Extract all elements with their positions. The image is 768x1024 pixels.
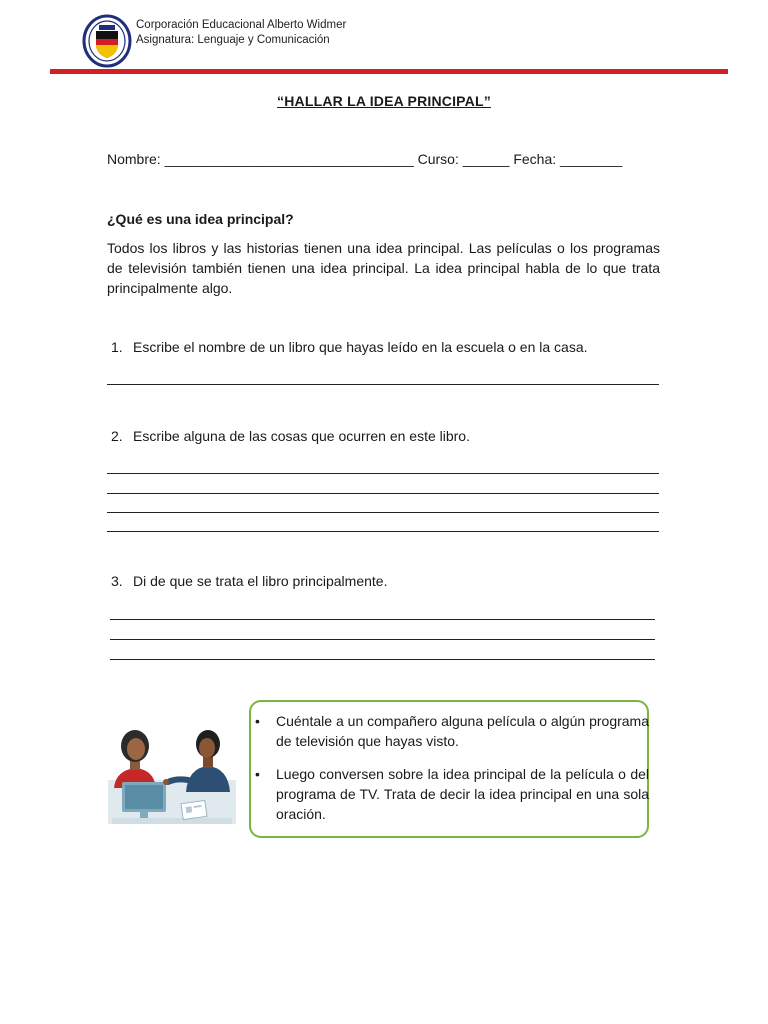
activity-instruction: Cuéntale a un compañero alguna película o algún programa de televisión que hayas visto.: [276, 713, 649, 749]
intro-paragraph: Todos los libros y las historias tienen una idea principal. Las películas o los programas de televisión también tienen una idea principal. La idea principal habla de lo que trata principalmente algo.: [107, 240, 660, 296]
answer-line[interactable]: [110, 619, 655, 620]
question-text: Escribe el nombre de un libro que hayas leído en la escuela o en la casa.: [133, 339, 588, 355]
activity-instruction: Luego conversen sobre la idea principal de la película o del programa de TV. Trata de decir la idea principal en una sola oración.: [276, 766, 649, 822]
question-2: [111, 428, 470, 444]
bullet-icon: •: [255, 713, 260, 729]
worksheet-title: “HALLAR LA IDEA PRINCIPAL”: [277, 93, 491, 109]
question-number: 1.: [111, 339, 123, 355]
answer-line[interactable]: [110, 659, 655, 660]
bullet-icon: •: [255, 766, 260, 782]
list-item: [255, 764, 649, 824]
conversation-illustration: [108, 722, 236, 826]
student-info-fields: Nombre: ________________________________ Curso: ______ Fecha: ________: [107, 151, 623, 167]
activity-list: [255, 711, 649, 837]
question-text: Escribe alguna de las cosas que ocurren en este libro.: [133, 428, 470, 444]
answer-line[interactable]: [107, 512, 659, 513]
question-3: [111, 573, 387, 589]
subject-name: Asignatura: Lenguaje y Comunicación: [136, 34, 330, 46]
header-divider: [50, 69, 728, 74]
list-item: [255, 711, 649, 751]
question-number: 2.: [111, 428, 123, 444]
school-logo: [82, 14, 132, 68]
header-text: [136, 18, 346, 48]
question-1: [111, 339, 588, 355]
question-number: 3.: [111, 573, 123, 589]
answer-line[interactable]: [110, 639, 655, 640]
intro-heading: ¿Qué es una idea principal?: [107, 211, 294, 227]
question-text: Di de que se trata el libro principalmente.: [133, 573, 388, 589]
answer-line[interactable]: [107, 473, 659, 474]
answer-line[interactable]: [107, 531, 659, 532]
answer-line[interactable]: [107, 493, 659, 494]
answer-line[interactable]: [107, 384, 659, 385]
institution-name: Corporación Educacional Alberto Widmer: [136, 19, 347, 31]
